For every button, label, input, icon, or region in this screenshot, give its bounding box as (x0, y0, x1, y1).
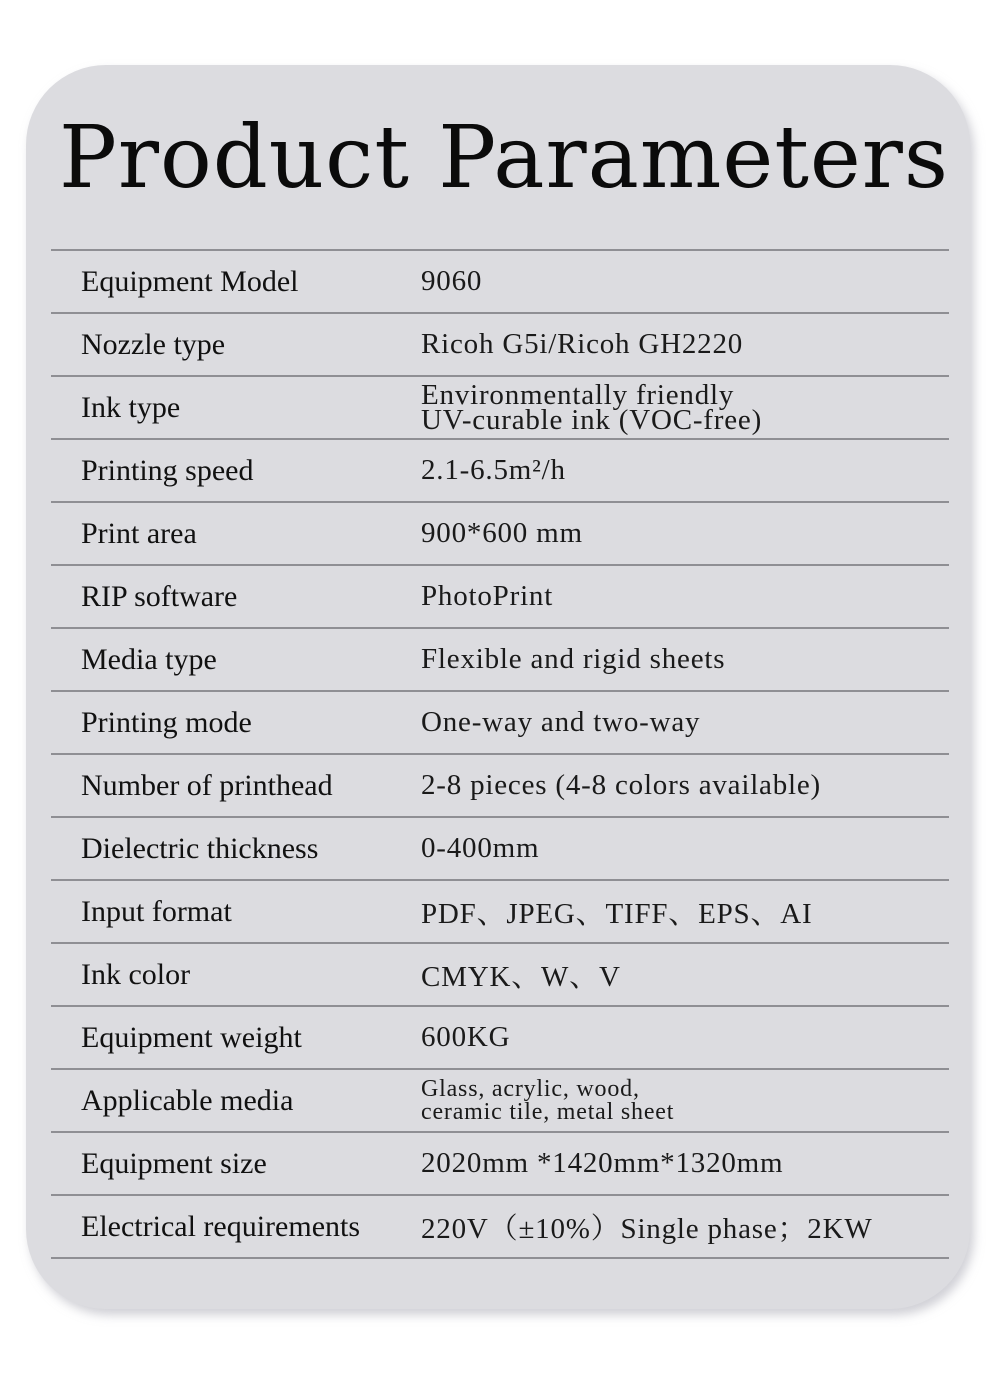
row-label: Equipment size (81, 1146, 267, 1180)
table-row (51, 440, 949, 503)
table-row (51, 1133, 949, 1196)
row-value: 2.1-6.5m²/h (421, 454, 566, 486)
row-value: PhotoPrint (421, 580, 554, 612)
row-value: 600KG (421, 1021, 511, 1053)
table-row (51, 1070, 949, 1133)
row-value: 9060 (421, 265, 483, 297)
row-value: One-way and two-way (421, 706, 701, 738)
table-row (51, 566, 949, 629)
row-value: 900*600 mm (421, 517, 583, 549)
row-label: Equipment Model (81, 264, 299, 298)
table-row (51, 944, 949, 1007)
row-value: 220V（±10%）Single phase；2KW (421, 1213, 873, 1245)
row-value: 2020mm *1420mm*1320mm (421, 1147, 784, 1179)
table-row (51, 818, 949, 881)
table-row (51, 1007, 949, 1070)
table-row (51, 503, 949, 566)
row-value-line: UV-curable ink (VOC-free) (421, 403, 763, 436)
row-value (421, 1070, 674, 1131)
table-row (51, 629, 949, 692)
row-label: Applicable media (81, 1083, 294, 1117)
row-label: Input format (81, 894, 232, 928)
row-label: RIP software (81, 579, 238, 613)
table-row (51, 1196, 949, 1259)
row-label: Ink type (81, 390, 181, 424)
table-row (51, 881, 949, 944)
row-label: Printing mode (81, 705, 252, 739)
row-label: Ink color (81, 957, 191, 991)
row-label: Printing speed (81, 453, 254, 487)
row-label: Electrical requirements (81, 1209, 361, 1243)
row-label: Number of printhead (81, 768, 333, 802)
row-label: Print area (81, 516, 197, 550)
row-value: CMYK、W、V (421, 961, 621, 993)
row-value (421, 377, 762, 438)
table-row (51, 377, 949, 440)
row-value: 0-400mm (421, 832, 540, 864)
row-value-line: Environmentally friendly (421, 378, 735, 411)
row-label: Dielectric thickness (81, 831, 319, 865)
row-value-line: ceramic tile, metal sheet (421, 1098, 675, 1125)
row-value: PDF、JPEG、TIFF、EPS、AI (421, 898, 813, 930)
row-value: 2-8 pieces (4-8 colors available) (421, 769, 822, 801)
parameters-table (51, 249, 949, 1259)
row-value-line: Glass, acrylic, wood, (421, 1075, 640, 1102)
row-value: Ricoh G5i/Ricoh GH2220 (421, 328, 744, 360)
table-row (51, 314, 949, 377)
row-label: Nozzle type (81, 327, 226, 361)
row-label: Equipment weight (81, 1020, 302, 1054)
table-row (51, 692, 949, 755)
table-row (51, 755, 949, 818)
row-label: Media type (81, 642, 217, 676)
row-value: Flexible and rigid sheets (421, 643, 726, 675)
page-title: Product Parameters (58, 108, 950, 208)
table-row (51, 251, 949, 314)
